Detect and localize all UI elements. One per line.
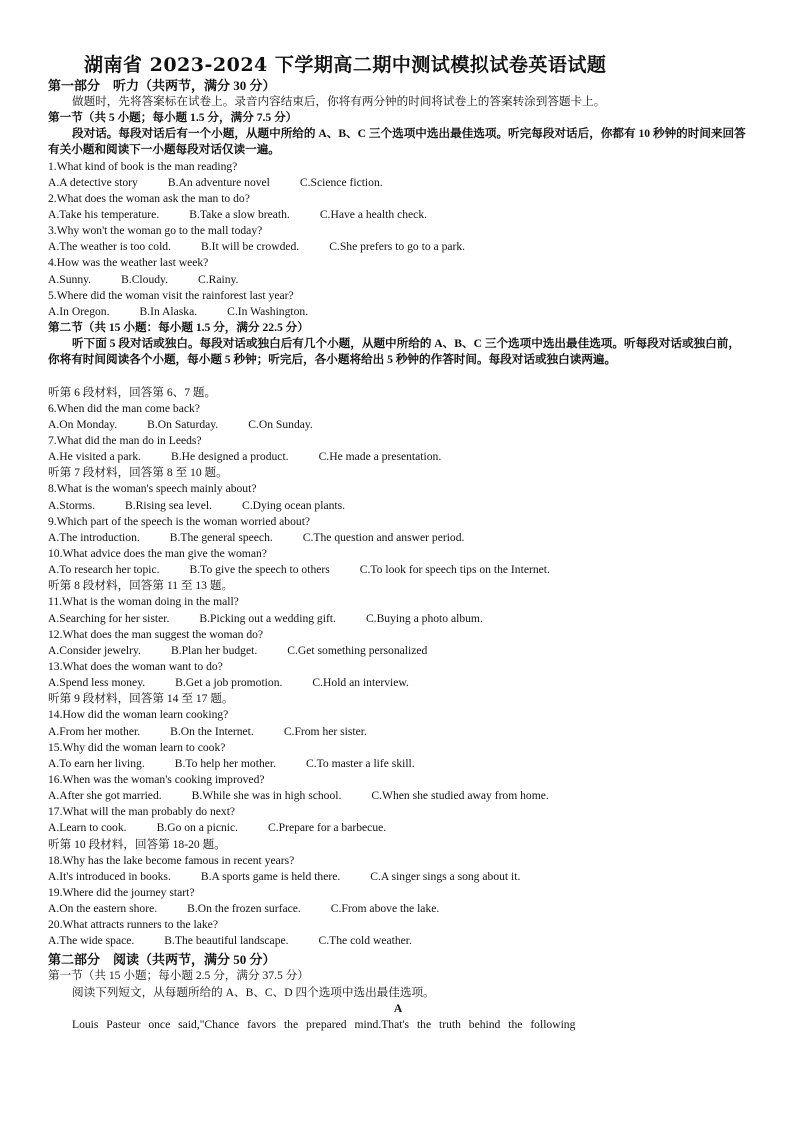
option-c: C.The question and answer period.: [302, 530, 465, 544]
option-b: B.The beautiful landscape.: [164, 934, 289, 948]
question-stem: 19.Where did the journey start?: [48, 885, 195, 899]
question-stem: 18.Why has the lake become famous in recent years?: [48, 853, 295, 867]
option-a: A.Take his temperature.: [48, 208, 160, 221]
question-stem: 2.What does the woman ask the man to do?: [48, 191, 250, 205]
option-a: A.A detective story: [48, 175, 138, 189]
part2-heading: 第二部分 阅读（共两节，满分 50 分）: [48, 952, 276, 968]
question-stem: 20.What attracts runners to the lake?: [48, 918, 218, 932]
question-options: [48, 449, 748, 465]
question-options: [48, 272, 748, 288]
question-options: [48, 304, 748, 320]
material-header: 听第 6 段材料，回答第 6、7 题。: [48, 385, 217, 399]
question-stem: 5.Where did the woman visit the rainforest last year?: [48, 288, 294, 302]
question-options: [48, 756, 748, 772]
section2-heading: 第二节（共 15 小题：每小题 1.5 分，满分 22.5 分）: [48, 320, 309, 334]
option-b: B.It will be crowded.: [201, 240, 300, 254]
section1-heading: 第一节（共 5 小题；每小题 1.5 分，满分 7.5 分）: [48, 111, 298, 125]
option-a: A.The weather is too cold.: [48, 240, 171, 254]
option-b: B.A sports game is held there.: [200, 869, 341, 883]
option-c: C.Get something personalized: [287, 643, 428, 657]
question-options: [48, 933, 748, 949]
option-c: C.Science fiction.: [299, 175, 383, 189]
question-stem: 10.What advice does the man give the woman?: [48, 546, 267, 560]
option-b: B.Cloudy.: [121, 272, 168, 286]
material-header: 听第 7 段材料，回答第 8 至 10 题。: [48, 466, 228, 480]
option-a: A.Sunny.: [48, 272, 92, 286]
question-stem: 12.What does the man suggest the woman do?: [48, 627, 264, 641]
option-b: B.The general speech.: [169, 530, 273, 544]
part1-intro: 做题时，先将答案标在试卷上。录音内容结束后，你将有两分钟的时间将试卷上的答案转涂到答题卡上。: [72, 95, 606, 108]
option-b: B.While she was in high school.: [191, 789, 342, 803]
option-a: A.Searching for her sister.: [48, 611, 170, 625]
section1-instructions: 段对话。每段对话后有一个小题，从题中所给的 A、B、C 三个选项中选出最佳选项。听完每段对话后，你都有 10 秒钟的时间来回答有关小题和阅读下一小题每段对话仅读一遍。: [48, 127, 746, 157]
option-b: B.To give the speech to others: [189, 563, 330, 577]
option-c: C.Rainy.: [197, 272, 239, 286]
question-options: [48, 207, 748, 223]
question-options: [48, 239, 748, 255]
option-c: C.Dying ocean plants.: [241, 498, 346, 512]
question-stem: 14.How did the woman learn cooking?: [48, 708, 229, 722]
option-a: A.Consider jewelry.: [48, 643, 141, 657]
option-c: C.On Sunday.: [248, 417, 313, 431]
option-b: B.In Alaska.: [139, 304, 198, 318]
section2-instructions: 听下面 5 段对话或独白。每段对话或独白后有几个小题，从题中所给的 A、B、C 三个选项中选出最佳选项。听每段对话或独白前，你将有时间阅读各个小题，每小题 5 秒钟；听完后，各小题将给出 5 秒钟的作答时间。每段对话或独白读两遍。: [48, 337, 740, 367]
option-a: A.On the eastern shore.: [48, 902, 158, 916]
option-a: A.Spend less money.: [48, 676, 146, 690]
option-b: B.Get a job promotion.: [175, 676, 283, 690]
option-c: C.To master a life skill.: [306, 756, 415, 770]
question-options: [48, 417, 748, 433]
question-options: [48, 869, 748, 885]
exam-title: 湖南省 2023-2024 下学期高二期中测试模拟试卷英语试题: [84, 54, 607, 76]
passage-first-line: Louis Pasteur once said,"Chance favors the prepared mind.That's the truth behind the following: [72, 1017, 576, 1031]
option-c: C.Buying a photo album.: [365, 611, 483, 625]
option-c: C.Prepare for a barbecue.: [268, 821, 387, 835]
option-a: A.The wide space.: [48, 934, 135, 948]
exam-content: [48, 77, 748, 1033]
material-header: 听第 9 段材料，回答第 14 至 17 题。: [48, 692, 234, 706]
section2-questions: [48, 385, 748, 950]
question-options: [48, 724, 748, 740]
option-a: A.From her mother.: [48, 724, 141, 738]
question-stem: 6.When did the man come back?: [48, 401, 200, 415]
question-options: [48, 562, 748, 578]
option-b: B.An adventure novel: [167, 175, 270, 189]
part2-section1-heading: 第一节（共 15 小题；每小题 2.5 分，满分 37.5 分）: [48, 969, 309, 983]
option-a: A.It's introduced in books.: [48, 869, 171, 883]
question-stem: 7.What did the man do in Leeds?: [48, 433, 202, 447]
option-a: A.The introduction.: [48, 530, 140, 544]
question-stem: 4.How was the weather last week?: [48, 256, 209, 270]
question-options: [48, 498, 748, 514]
option-a: A.To earn her living.: [48, 756, 145, 770]
option-c: C.He made a presentation.: [318, 450, 442, 464]
question-options: [48, 611, 748, 627]
material-header: 听第 10 段材料，回答第 18-20 题。: [48, 837, 226, 851]
part1-heading: 第一部分 听力（共两节，满分 30 分）: [48, 78, 276, 93]
option-b: B.Go on a picnic.: [156, 821, 239, 835]
option-c: C.To look for speech tips on the Internet.: [359, 563, 550, 577]
option-c: C.In Washington.: [227, 304, 309, 318]
passage-label: A: [393, 1001, 403, 1015]
option-c: C.Have a health check.: [319, 208, 428, 221]
question-stem: 1.What kind of book is the man reading?: [48, 159, 238, 173]
question-stem: 17.What will the man probably do next?: [48, 805, 236, 819]
question-stem: 3.Why won't the woman go to the mall today?: [48, 224, 263, 238]
option-c: C.She prefers to go to a park.: [329, 240, 466, 254]
option-a: A.Storms.: [48, 498, 96, 512]
option-c: C.From her sister.: [283, 724, 367, 738]
question-stem: 13.What does the woman want to do?: [48, 659, 223, 673]
section1-questions: [48, 159, 748, 320]
question-options: [48, 675, 748, 691]
question-options: [48, 820, 748, 836]
option-c: C.A singer sings a song about it.: [370, 869, 521, 883]
option-b: B.Picking out a wedding gift.: [199, 611, 336, 625]
option-c: C.Hold an interview.: [312, 676, 409, 690]
question-stem: 11.What is the woman doing in the mall?: [48, 595, 239, 609]
option-a: A.After she got married.: [48, 789, 162, 803]
option-b: B.He designed a product.: [171, 450, 289, 464]
option-b: B.To help her mother.: [174, 756, 277, 770]
option-a: A.He visited a park.: [48, 450, 142, 464]
question-options: [48, 788, 748, 804]
option-a: A.In Oregon.: [48, 304, 110, 318]
option-b: B.Take a slow breath.: [189, 208, 290, 221]
option-c: C.When she studied away from home.: [371, 789, 549, 803]
option-b: B.On the frozen surface.: [187, 902, 301, 916]
option-b: B.Rising sea level.: [125, 498, 212, 512]
question-stem: 15.Why did the woman learn to cook?: [48, 740, 226, 754]
option-b: B.On the Internet.: [170, 724, 254, 738]
option-b: B.On Saturday.: [147, 417, 219, 431]
question-options: [48, 643, 748, 659]
option-a: A.Learn to cook.: [48, 821, 127, 835]
question-stem: 16.When was the woman's cooking improved?: [48, 772, 265, 786]
option-c: C.From above the lake.: [330, 902, 440, 916]
question-options: [48, 530, 748, 546]
option-a: A.To research her topic.: [48, 563, 160, 577]
question-stem: 9.Which part of the speech is the woman worried about?: [48, 514, 311, 528]
option-c: C.The cold weather.: [318, 934, 412, 948]
question-options: [48, 175, 748, 191]
question-options: [48, 901, 748, 917]
option-a: A.On Monday.: [48, 417, 118, 431]
part2-instructions: 阅读下列短文，从每题所给的 A、B、C、D 四个选项中选出最佳选项。: [72, 985, 435, 999]
material-header: 听第 8 段材料，回答第 11 至 13 题。: [48, 579, 234, 593]
option-b: B.Plan her budget.: [170, 643, 258, 657]
question-stem: 8.What is the woman's speech mainly about?: [48, 482, 257, 496]
